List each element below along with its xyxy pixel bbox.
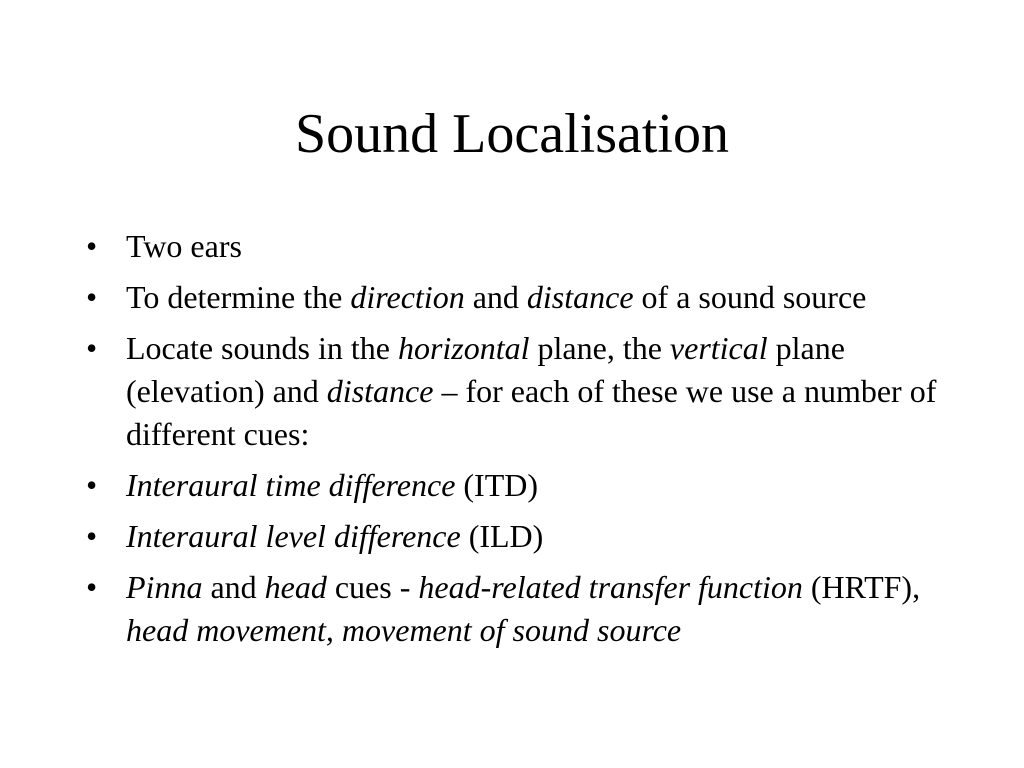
emphasis-text: head — [264, 569, 327, 605]
body-text: Locate sounds in the — [126, 330, 398, 366]
bullet-text — [126, 228, 242, 264]
bullet-list — [86, 225, 946, 660]
bullet-marker: • — [86, 467, 98, 503]
body-text: – for each of these we use a number of different cues: — [126, 373, 937, 452]
bullet-marker: • — [86, 228, 98, 264]
body-text: cues - — [326, 569, 419, 605]
emphasis-text: Pinna — [126, 569, 203, 605]
bullet-item — [86, 464, 946, 507]
bullet-marker: • — [86, 518, 98, 554]
bullet-text — [126, 330, 936, 452]
bullet-text — [126, 569, 920, 648]
body-text: (HRTF), — [802, 569, 921, 605]
bullet-marker: • — [86, 569, 98, 605]
slide-title: Sound Localisation — [295, 103, 729, 165]
body-text: (ITD) — [455, 467, 539, 503]
bullet-item — [86, 327, 946, 456]
emphasis-text: direction — [350, 279, 465, 315]
body-text: To determine the — [126, 279, 351, 315]
bullet-text — [126, 518, 543, 554]
emphasis-text: vertical — [669, 330, 768, 366]
body-text: Two ears — [126, 228, 242, 264]
body-text: plane, the — [529, 330, 670, 366]
bullet-item — [86, 515, 946, 558]
emphasis-text: distance — [326, 373, 434, 409]
emphasis-text: horizontal — [397, 330, 530, 366]
body-text: and — [464, 279, 527, 315]
bullet-marker: • — [86, 279, 98, 315]
bullet-item — [86, 276, 946, 319]
emphasis-text: distance — [526, 279, 634, 315]
emphasis-text: Interaural level difference — [126, 518, 461, 554]
bullet-marker: • — [86, 330, 98, 366]
body-text: plane (elevation) and — [126, 330, 845, 409]
emphasis-text: head movement, movement of sound source — [126, 612, 682, 648]
bullet-text — [126, 467, 538, 503]
bullet-text — [126, 279, 866, 315]
body-text: and — [202, 569, 265, 605]
emphasis-text: head-related transfer function — [418, 569, 803, 605]
emphasis-text: Interaural time difference — [126, 467, 456, 503]
body-text: (ILD) — [460, 518, 544, 554]
body-text: of a sound source — [633, 279, 867, 315]
bullet-item — [86, 566, 946, 652]
bullet-item — [86, 225, 946, 268]
